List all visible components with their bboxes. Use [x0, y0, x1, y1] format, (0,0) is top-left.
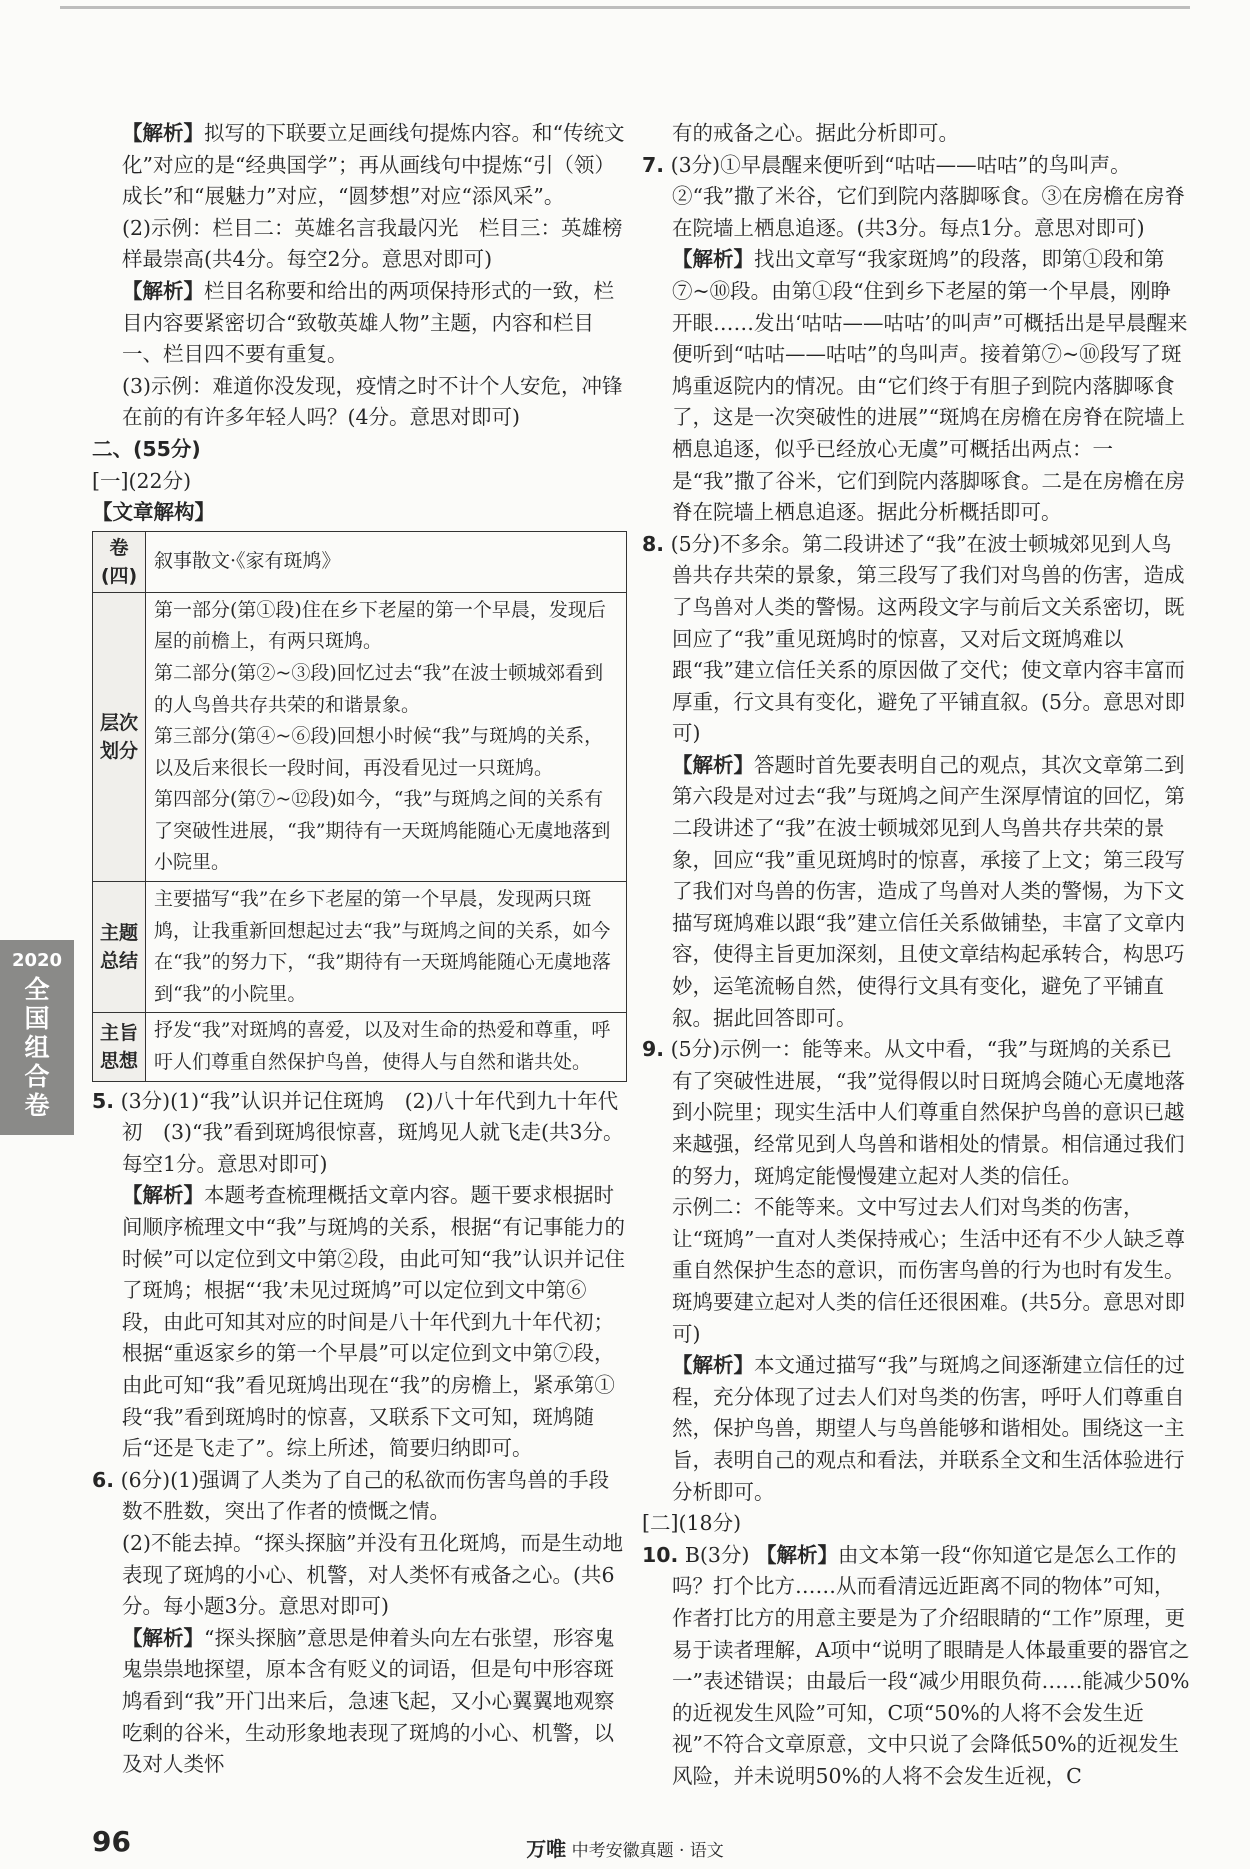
analysis-tag: 【解析】: [672, 1353, 754, 1378]
sidebar-label: 全国组合卷: [24, 975, 50, 1120]
part-item: 第二部分(第②~③段)回忆过去“我”在波士顿城郊看到的人鸟兽共存共荣的和谐景象。: [154, 661, 604, 716]
page-number: 96: [92, 1825, 131, 1858]
question-10: [642, 1540, 1190, 1793]
analysis-tag: 【解析】: [122, 1625, 204, 1650]
analysis-text: 找出文章写“我家斑鸠”的段落，即第①段和第⑦~⑩段。由第①段“住到乡下老屋的第一个早晨，刚睁开眼……发出‘咕咕——咕咕’的叫声”可概括出是早晨醒来便听到“咕咕——咕咕”的鸟叫声。接着第⑦~⑩段写了斑鸠重返院内的情况。由“它们终于有胆子到院内落脚啄食了，这是一次突破性的进展”“斑鸠在房檐在房脊在院墙上栖息追逐，似乎已经放心无虞”可概括出两点：一是“我”撒了谷米，它们到院内落脚啄食。二是在房檐在房脊在院墙上栖息追逐。据此分析概括即可。: [672, 247, 1188, 525]
analysis-text: 答题时首先要表明自己的观点，其次文章第二到第六段是对过去“我”与斑鸠之间产生深厚情谊的回忆，第二段讲述了“我”在波士顿城郊见到人鸟兽共存共荣的景象，回应“我”重见斑鸠时的惊喜，承接了上文；第三段写了我们对鸟兽的伤害，造成了鸟兽对人类的警惕，为下文描写斑鸠难以跟“我”建立信任关系做铺垫，丰富了文章内容，使得主旨更加深刻，且使文章结构起承转合，构思巧妙，运笔流畅自然，使得行文具有变化，避免了平铺直叙。据此回答即可。: [672, 752, 1185, 1030]
section-heading: 二、(55分): [92, 436, 201, 461]
row-label-levels: 层次划分: [93, 592, 146, 881]
part-item: 第四部分(第⑦~⑫段)如今，“我”与斑鸠之间的关系有了突破性进展，“我”期待有一天斑鸠能随心无虞地落到小院里。: [154, 788, 611, 874]
answer-text: (3分)(1)“我”认识并记住斑鸠 (2)八十年代到九十年代初 (3)“我”看到斑鸠很惊喜，斑鸠见人就飞走(共3分。每空1分。意思对即可): [120, 1088, 624, 1176]
analysis-text: 本文通过描写“我”与斑鸠之间逐渐建立信任的过程，充分体现了过去人们对鸟类的伤害，呼吁人们尊重自然，保护鸟兽，期望人与鸟兽能够和谐相处。围绕这一主旨，表明自己的观点和看法，并联系全文和生活体验进行分析即可。: [672, 1353, 1185, 1504]
question-number: 8.: [642, 531, 665, 556]
analysis-tag: 【解析】: [122, 1183, 204, 1208]
table-row: [93, 882, 627, 1013]
table-row: [93, 592, 627, 881]
levels-cell: [146, 592, 627, 881]
analysis-text: 栏目名称要和给出的两项保持形式的一致，栏目内容要紧密切合“致敬英雄人物”主题，内容和栏目一、栏目四不要有重复。: [122, 278, 614, 367]
answer-paragraph: [642, 1350, 1190, 1508]
right-column: [642, 118, 1190, 1792]
answer-paragraph: [92, 1180, 627, 1464]
answer-paragraph: [92, 118, 627, 213]
answer-paragraph: (2)示例：栏目二：英雄名言我最闪光 栏目三：英雄榜样最崇高(共4分。每空2分。意思对即可): [122, 215, 623, 272]
answer-paragraph: (3)示例：难道你没发现，疫情之时不计个人安危，冲锋在前的有许多年轻人吗？(4分。意思对即可): [122, 373, 623, 430]
question-7: [642, 150, 1190, 245]
analysis-tag: 【解析】: [672, 247, 754, 272]
analysis-tag: 【解析】: [122, 121, 204, 145]
subsection-heading: [二](18分): [642, 1511, 742, 1536]
answer-text: (5分)不多余。第二段讲述了“我”在波士顿城郊见到人鸟兽共存共荣的景象，第三段写了我们对鸟兽的伤害，造成了鸟兽对人类的警惕。这两段文字与前后文关系密切，既回应了“我”重见斑鸠时的惊喜，又对后文斑鸠难以跟“我”建立信任关系的原因做了交代；使文章内容丰富而厚重，行文具有变化，避免了平铺直叙。(5分。意思对即可): [670, 531, 1186, 746]
table-head-cell: 卷(四): [93, 531, 146, 592]
sidebar-year: 2020: [11, 950, 63, 971]
footer: [0, 1833, 1250, 1862]
analysis-text: 由文本第一段“你知道它是怎么工作的吗？打个比方……从而看清远近距离不同的物体”可知，作者打比方的用意主要是为了介绍眼睛的“工作”原理，更易于读者理解，A项中“说明了眼睛是人体最重要的器官之一”表述错误；由最后一段“减少用眼负荷……能减少50%的近视发生风险”可知，C项“50%的人将不会发生近视”不符合文章原意，文中只说了会降低50%的近视发生风险，并未说明50%的人将不会发生近视，C: [672, 1542, 1190, 1788]
table-head-text: 叙事散文·《家有斑鸠》: [146, 531, 627, 592]
answer-paragraph: [92, 1623, 627, 1781]
question-6: [92, 1465, 627, 1528]
answer-paragraph: (2)不能去掉。“探头探脑”并没有丑化斑鸠，而是生动地表现了斑鸠的小心、机警，对人类怀有戒备之心。(共6分。每小题3分。意思对即可): [122, 1530, 623, 1619]
answer-paragraph: 示例二：不能等来。文中写过去人们对鸟类的伤害，让“斑鸠”一直对人类保持戒心；生活中还有不少人缺乏尊重自然保护生态的意识，而伤害鸟兽的行为也时有发生。斑鸠要建立起对人类的信任还很困难。(共5分。意思对即可): [672, 1195, 1186, 1346]
analysis-tag: 【解析】: [672, 752, 754, 777]
structure-heading: 【文章解构】: [92, 500, 215, 525]
analysis-text: 本题考查梳理概括文章内容。题干要求根据时间顺序梳理文中“我”与斑鸠的关系，根据“有记事能力的时候”可以定位到文中第②段，由此可知“我”认识并记住了斑鸠；根据“‘我’未见过斑鸠”可以定位到文中第⑥段，由此可知其对应的时间是八十年代到九十年代初；根据“重返家乡的第一个早晨”可以定位到文中第⑦段，由此可知“我”看见斑鸠出现在“我”的房檐上，紧承第①段“我”看到斑鸠时的惊喜，又联系下文可知，斑鸠随后“还是飞走了”。综上所述，简要归纳即可。: [122, 1183, 625, 1461]
answer-paragraph: [642, 750, 1190, 1034]
table-row: [93, 1013, 627, 1081]
main-idea-cell: 抒发“我”对斑鸠的喜爱，以及对生命的热爱和尊重，呼吁人们尊重自然保护鸟兽，使得人与自然和谐共处。: [146, 1013, 627, 1081]
theme-cell: 主要描写“我”在乡下老屋的第一个早晨，发现两只斑鸠，让我重新回想起过去“我”与斑鸠之间的关系，如今在“我”的努力下，“我”期待有一天斑鸠能随心无虞地落到“我”的小院里。: [146, 882, 627, 1013]
analysis-tag: 【解析】: [122, 278, 204, 303]
question-9: [642, 1034, 1190, 1192]
question-number: 6.: [92, 1467, 115, 1492]
analysis-text: 拟写的下联要立足画线句提炼内容。和“传统文化”对应的是“经典国学”；再从画线句中提炼“引（领）成长”和“展魅力”对应，“圆梦想”对应“添风采”。: [122, 121, 625, 209]
structure-table: [92, 531, 627, 1082]
question-8: [642, 529, 1190, 750]
row-label-theme: 主题总结: [93, 882, 146, 1013]
part-item: 第一部分(第①段)住在乡下老屋的第一个早晨，发现后屋的前檐上，有两只斑鸠。: [154, 598, 606, 653]
analysis-tag: 【解析】: [756, 1542, 838, 1567]
answer-paragraph: 有的戒备之心。据此分析即可。: [672, 121, 959, 145]
question-5: [92, 1086, 627, 1181]
top-rule: [60, 6, 1190, 9]
table-row: [93, 531, 627, 592]
footer-text: 中考安徽真题 · 语文: [571, 1841, 724, 1861]
question-number: 10.: [642, 1542, 679, 1567]
part-item: 第三部分(第④~⑥段)回想小时候“我”与斑鸠的关系，以及后来很长一段时间，再没看见过一只斑鸠。: [154, 725, 604, 779]
row-label-main-idea: 主旨思想: [93, 1013, 146, 1081]
left-column: [92, 118, 627, 1781]
subsection-heading: [一](22分): [92, 468, 192, 493]
answer-text: (3分)①早晨醒来便听到“咕咕——咕咕”的鸟叫声。②“我”撒了米谷，它们到院内落脚啄食。③在房檐在房脊在院墙上栖息追逐。(共3分。每点1分。意思对即可): [670, 152, 1185, 240]
answer-paragraph: [92, 276, 627, 371]
question-number: 9.: [642, 1037, 665, 1062]
answer-text: (6分)(1)强调了人类为了自己的私欲而伤害鸟兽的手段数不胜数，突出了作者的愤慨之情。: [120, 1467, 610, 1524]
analysis-text: “探头探脑”意思是伸着头向左右张望，形容鬼鬼祟祟地探望，原本含有贬义的词语，但是句中形容斑鸠看到“我”开门出来后，急速飞起，又小心翼翼地观察吃剩的谷米，生动形象地表现了斑鸠的小心、机警，以及对人类怀: [122, 1625, 615, 1777]
answer-paragraph: [642, 244, 1190, 528]
sidebar-tab: [0, 940, 74, 1135]
answer-text: B(3分): [684, 1542, 750, 1567]
answer-text: (5分)示例一：能等来。从文中看，“我”与斑鸠的关系已有了突破性进展，“我”觉得假以时日斑鸠会随心无虞地落到小院里；现实生活中人们尊重自然保护鸟兽的意识已越来越强，经常见到人鸟兽和谐相处的情景。相信通过我们的努力，斑鸠定能慢慢建立起对人类的信任。: [670, 1037, 1185, 1188]
question-number: 5.: [92, 1088, 115, 1113]
footer-brand: 万唯: [526, 1837, 567, 1861]
question-number: 7.: [642, 152, 665, 177]
